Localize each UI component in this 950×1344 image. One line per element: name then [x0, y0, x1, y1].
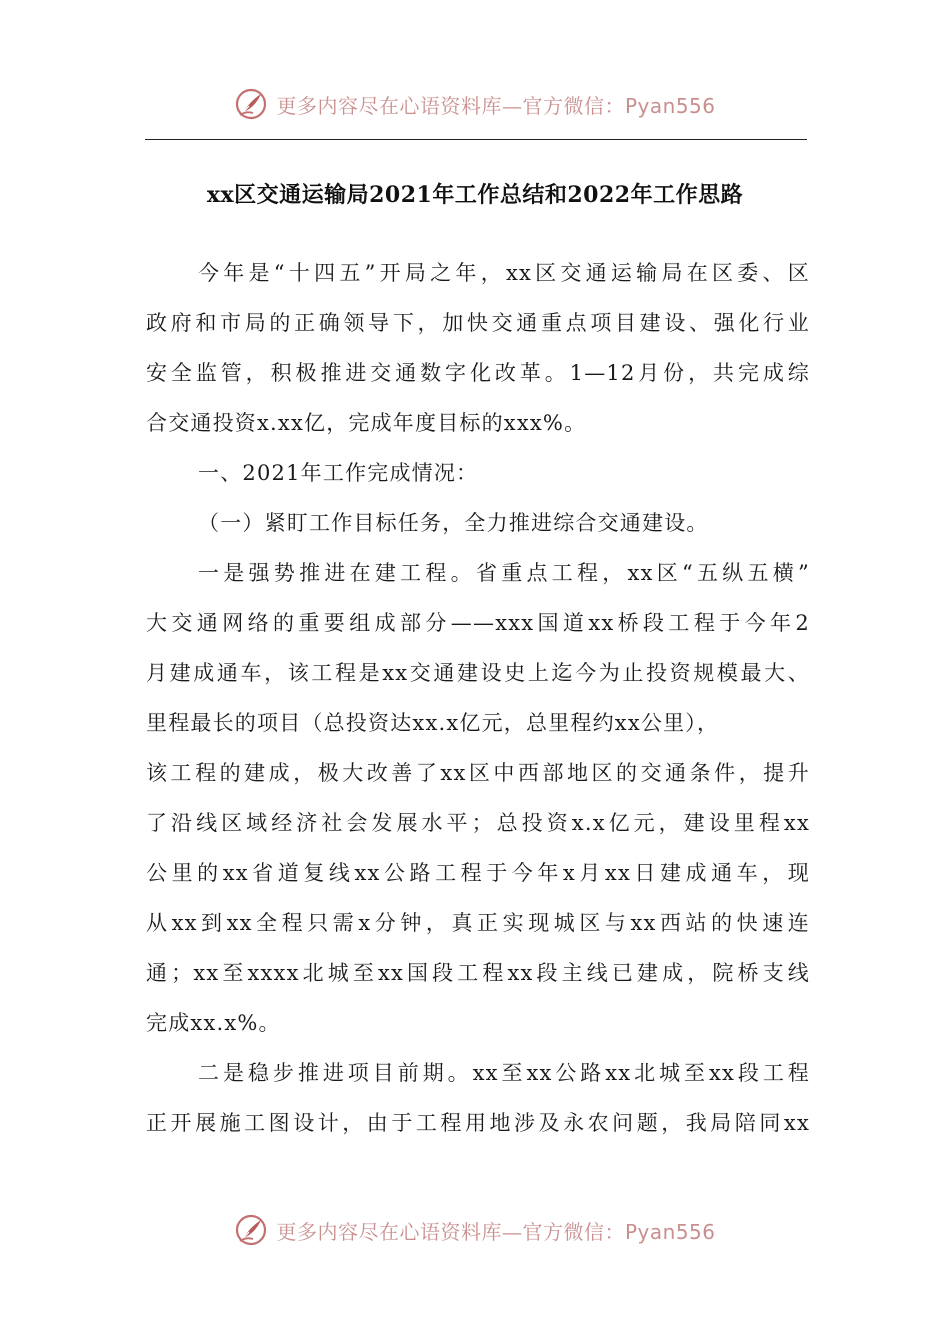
header-banner: [0, 84, 950, 124]
quill-pen-logo-icon: [234, 87, 268, 121]
header-divider: [145, 139, 807, 140]
header-banner-text: 更多内容尽在心语资料库—官方微信：Pyan556: [276, 93, 716, 118]
paragraph-line: 从xx到xx全程只需x分钟，真正实现城区与xx西站的快速连: [146, 911, 810, 935]
footer-banner: [0, 1210, 950, 1250]
paragraph-line: 合交通投资x.xx亿，完成年度目标的xxx%。: [146, 411, 587, 435]
header-wechat-id: Pyan556: [624, 93, 716, 118]
footer-wechat-id: Pyan556: [624, 1219, 716, 1244]
paragraph-line: 了沿线区域经济社会发展水平；总投资x.x亿元，建设里程xx: [146, 811, 810, 835]
paragraph-line: 二是稳步推进项目前期。xx至xx公路xx北城至xx段工程: [198, 1061, 810, 1085]
paragraph-line: 安全监管，积极推进交通数字化改革。1—12月份，共完成综: [146, 361, 810, 385]
paragraph-line: 一是强势推进在建工程。省重点工程，xx区“五纵五横”: [198, 561, 810, 585]
paragraph-line: 公里的xx省道复线xx公路工程于今年x月xx日建成通车，现: [146, 861, 810, 885]
document-title: xx区交通运输局2021年工作总结和2022年工作思路: [206, 182, 744, 208]
paragraph-line: 政府和市局的正确领导下，加快交通重点项目建设、强化行业: [146, 311, 810, 335]
paragraph-line: 里程最长的项目（总投资达xx.x亿元，总里程约xx公里），: [146, 711, 720, 735]
paragraph-line: 大交通网络的重要组成部分——xxx国道xx桥段工程于今年2: [146, 611, 810, 635]
subsection-heading: （一）紧盯工作目标任务，全力推进综合交通建设。: [198, 511, 709, 535]
paragraph-line: 完成xx.x%。: [146, 1011, 281, 1035]
paragraph-line: 通；xx至xxxx北城至xx国段工程xx段主线已建成，院桥支线: [146, 961, 810, 985]
quill-pen-logo-icon: [234, 1213, 268, 1247]
paragraph-line: 今年是“十四五”开局之年，xx区交通运输局在区委、区: [198, 261, 810, 285]
section-heading: 一、2021年工作完成情况：: [198, 461, 479, 485]
paragraph-line: 正开展施工图设计，由于工程用地涉及永农问题，我局陪同xx: [146, 1111, 810, 1135]
footer-banner-text: 更多内容尽在心语资料库—官方微信：Pyan556: [276, 1219, 716, 1244]
paragraph-line: 月建成通车，该工程是xx交通建设史上迄今为止投资规模最大、: [146, 661, 810, 685]
paragraph-line: 该工程的建成，极大改善了xx区中西部地区的交通条件，提升: [146, 761, 810, 785]
document-body: [146, 248, 810, 1148]
